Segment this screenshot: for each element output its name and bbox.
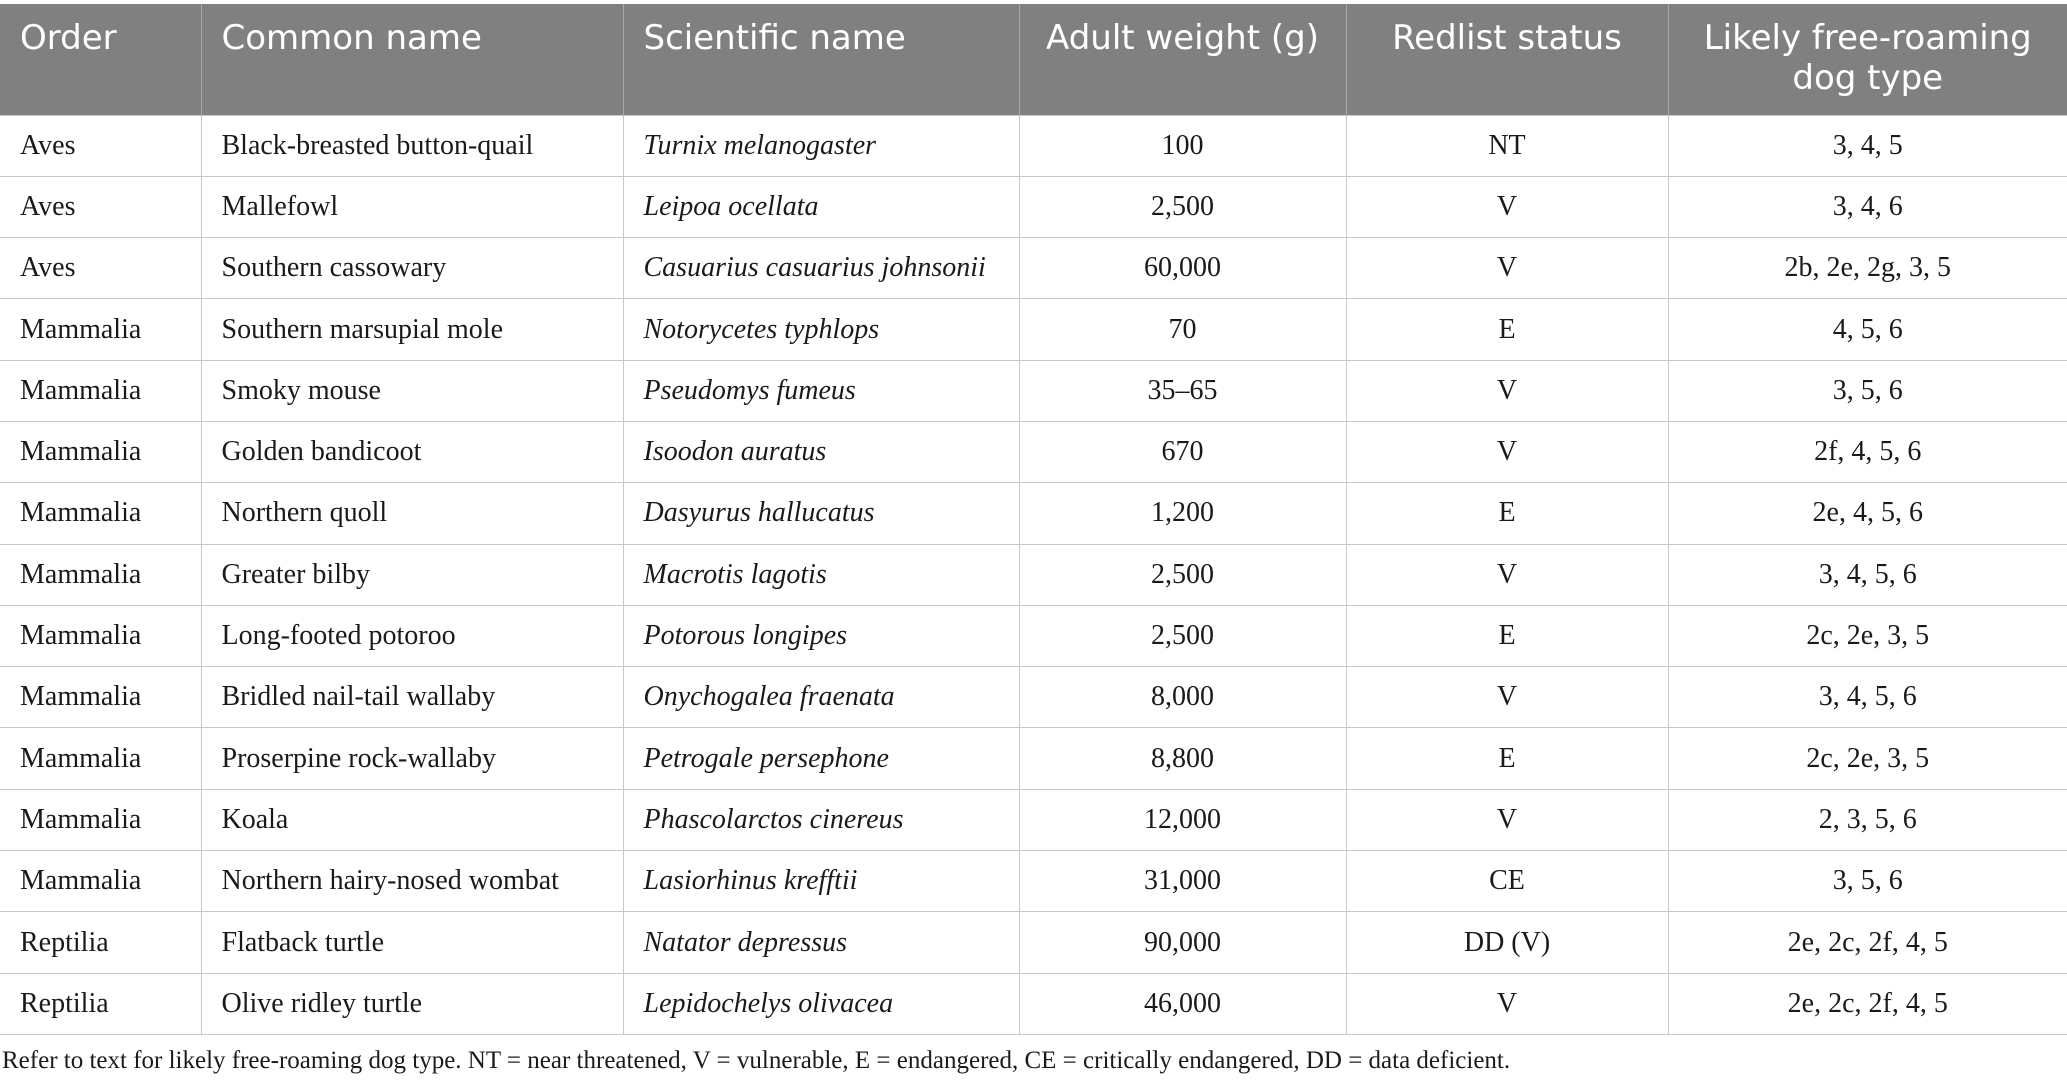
header-dog-type-line2: dog type — [1792, 58, 1944, 98]
cell-common-name: Southern cassowary — [201, 238, 623, 299]
table-row — [0, 728, 2067, 789]
cell-redlist-status: V — [1346, 421, 1668, 482]
cell-adult-weight: 70 — [1019, 299, 1346, 360]
cell-dog-type: 4, 5, 6 — [1668, 299, 2067, 360]
cell-adult-weight: 60,000 — [1019, 238, 1346, 299]
cell-redlist-status: V — [1346, 973, 1668, 1034]
cell-common-name: Southern marsupial mole — [201, 299, 623, 360]
cell-dog-type: 2e, 4, 5, 6 — [1668, 483, 2067, 544]
table-row — [0, 789, 2067, 850]
cell-redlist-status: V — [1346, 360, 1668, 421]
cell-order: Mammalia — [0, 605, 201, 666]
cell-adult-weight: 46,000 — [1019, 973, 1346, 1034]
cell-redlist-status: DD (V) — [1346, 912, 1668, 973]
cell-scientific-name: Leipoa ocellata — [623, 176, 1019, 237]
cell-adult-weight: 12,000 — [1019, 789, 1346, 850]
table-body — [0, 115, 2067, 1034]
cell-redlist-status: V — [1346, 789, 1668, 850]
cell-order: Aves — [0, 238, 201, 299]
cell-scientific-name: Dasyurus hallucatus — [623, 483, 1019, 544]
cell-dog-type: 2, 3, 5, 6 — [1668, 789, 2067, 850]
table-row — [0, 544, 2067, 605]
cell-redlist-status: V — [1346, 544, 1668, 605]
cell-scientific-name: Potorous longipes — [623, 605, 1019, 666]
header-common-name: Common name — [201, 4, 623, 115]
cell-order: Aves — [0, 115, 201, 176]
cell-adult-weight: 2,500 — [1019, 544, 1346, 605]
cell-adult-weight: 1,200 — [1019, 483, 1346, 544]
cell-adult-weight: 2,500 — [1019, 605, 1346, 666]
cell-dog-type: 3, 5, 6 — [1668, 360, 2067, 421]
cell-scientific-name: Pseudomys fumeus — [623, 360, 1019, 421]
cell-common-name: Olive ridley turtle — [201, 973, 623, 1034]
cell-scientific-name: Onychogalea fraenata — [623, 667, 1019, 728]
table-row — [0, 973, 2067, 1034]
cell-dog-type: 2b, 2e, 2g, 3, 5 — [1668, 238, 2067, 299]
cell-dog-type: 3, 5, 6 — [1668, 851, 2067, 912]
table-row — [0, 360, 2067, 421]
cell-redlist-status: CE — [1346, 851, 1668, 912]
cell-common-name: Long-footed potoroo — [201, 605, 623, 666]
cell-adult-weight: 8,000 — [1019, 667, 1346, 728]
cell-order: Reptilia — [0, 973, 201, 1034]
cell-scientific-name: Macrotis lagotis — [623, 544, 1019, 605]
cell-dog-type: 2e, 2c, 2f, 4, 5 — [1668, 973, 2067, 1034]
species-table — [0, 4, 2067, 1035]
cell-dog-type: 3, 4, 5, 6 — [1668, 667, 2067, 728]
cell-order: Mammalia — [0, 667, 201, 728]
cell-redlist-status: NT — [1346, 115, 1668, 176]
table-header-row — [0, 4, 2067, 115]
table-row — [0, 176, 2067, 237]
table-row — [0, 299, 2067, 360]
cell-adult-weight: 31,000 — [1019, 851, 1346, 912]
cell-redlist-status: E — [1346, 728, 1668, 789]
cell-redlist-status: V — [1346, 667, 1668, 728]
cell-common-name: Proserpine rock-wallaby — [201, 728, 623, 789]
header-scientific-name: Scientific name — [623, 4, 1019, 115]
table-row — [0, 851, 2067, 912]
cell-scientific-name: Casuarius casuarius johnsonii — [623, 238, 1019, 299]
cell-scientific-name: Isoodon auratus — [623, 421, 1019, 482]
table-row — [0, 421, 2067, 482]
cell-order: Mammalia — [0, 789, 201, 850]
cell-adult-weight: 8,800 — [1019, 728, 1346, 789]
cell-common-name: Black-breasted button-quail — [201, 115, 623, 176]
cell-redlist-status: V — [1346, 176, 1668, 237]
table-row — [0, 605, 2067, 666]
cell-order: Mammalia — [0, 544, 201, 605]
cell-adult-weight: 2,500 — [1019, 176, 1346, 237]
cell-redlist-status: E — [1346, 483, 1668, 544]
cell-dog-type: 2f, 4, 5, 6 — [1668, 421, 2067, 482]
header-adult-weight: Adult weight (g) — [1019, 4, 1346, 115]
cell-common-name: Koala — [201, 789, 623, 850]
table-row — [0, 667, 2067, 728]
cell-common-name: Greater bilby — [201, 544, 623, 605]
cell-order: Reptilia — [0, 912, 201, 973]
table-footnote: Refer to text for likely free-roaming dog type. NT = near threatened, V = vulnerable, E = endangered, CE = critically endangered, DD = data deficient. — [2, 1047, 1511, 1074]
cell-common-name: Mallefowl — [201, 176, 623, 237]
cell-scientific-name: Phascolarctos cinereus — [623, 789, 1019, 850]
cell-order: Mammalia — [0, 360, 201, 421]
cell-dog-type: 2c, 2e, 3, 5 — [1668, 728, 2067, 789]
cell-dog-type: 3, 4, 6 — [1668, 176, 2067, 237]
cell-adult-weight: 35–65 — [1019, 360, 1346, 421]
cell-order: Mammalia — [0, 851, 201, 912]
cell-common-name: Smoky mouse — [201, 360, 623, 421]
cell-order: Mammalia — [0, 299, 201, 360]
cell-dog-type: 3, 4, 5, 6 — [1668, 544, 2067, 605]
table-row — [0, 115, 2067, 176]
cell-redlist-status: E — [1346, 605, 1668, 666]
cell-dog-type: 3, 4, 5 — [1668, 115, 2067, 176]
cell-scientific-name: Petrogale persephone — [623, 728, 1019, 789]
species-table-container — [0, 4, 2067, 1035]
cell-order: Mammalia — [0, 483, 201, 544]
cell-scientific-name: Turnix melanogaster — [623, 115, 1019, 176]
cell-order: Aves — [0, 176, 201, 237]
cell-scientific-name: Notorycetes typhlops — [623, 299, 1019, 360]
cell-order: Mammalia — [0, 728, 201, 789]
cell-order: Mammalia — [0, 421, 201, 482]
cell-redlist-status: V — [1346, 238, 1668, 299]
cell-adult-weight: 670 — [1019, 421, 1346, 482]
cell-common-name: Northern hairy-nosed wombat — [201, 851, 623, 912]
cell-adult-weight: 90,000 — [1019, 912, 1346, 973]
cell-common-name: Golden bandicoot — [201, 421, 623, 482]
cell-common-name: Bridled nail-tail wallaby — [201, 667, 623, 728]
cell-scientific-name: Lepidochelys olivacea — [623, 973, 1019, 1034]
table-row — [0, 912, 2067, 973]
table-row — [0, 483, 2067, 544]
cell-adult-weight: 100 — [1019, 115, 1346, 176]
header-order: Order — [0, 4, 201, 115]
cell-scientific-name: Lasiorhinus krefftii — [623, 851, 1019, 912]
table-row — [0, 238, 2067, 299]
cell-dog-type: 2e, 2c, 2f, 4, 5 — [1668, 912, 2067, 973]
header-dog-type-line1: Likely free-roaming — [1703, 18, 2032, 58]
cell-scientific-name: Natator depressus — [623, 912, 1019, 973]
cell-common-name: Flatback turtle — [201, 912, 623, 973]
header-redlist-status: Redlist status — [1346, 4, 1668, 115]
cell-redlist-status: E — [1346, 299, 1668, 360]
cell-dog-type: 2c, 2e, 3, 5 — [1668, 605, 2067, 666]
header-dog-type — [1668, 4, 2067, 115]
cell-common-name: Northern quoll — [201, 483, 623, 544]
